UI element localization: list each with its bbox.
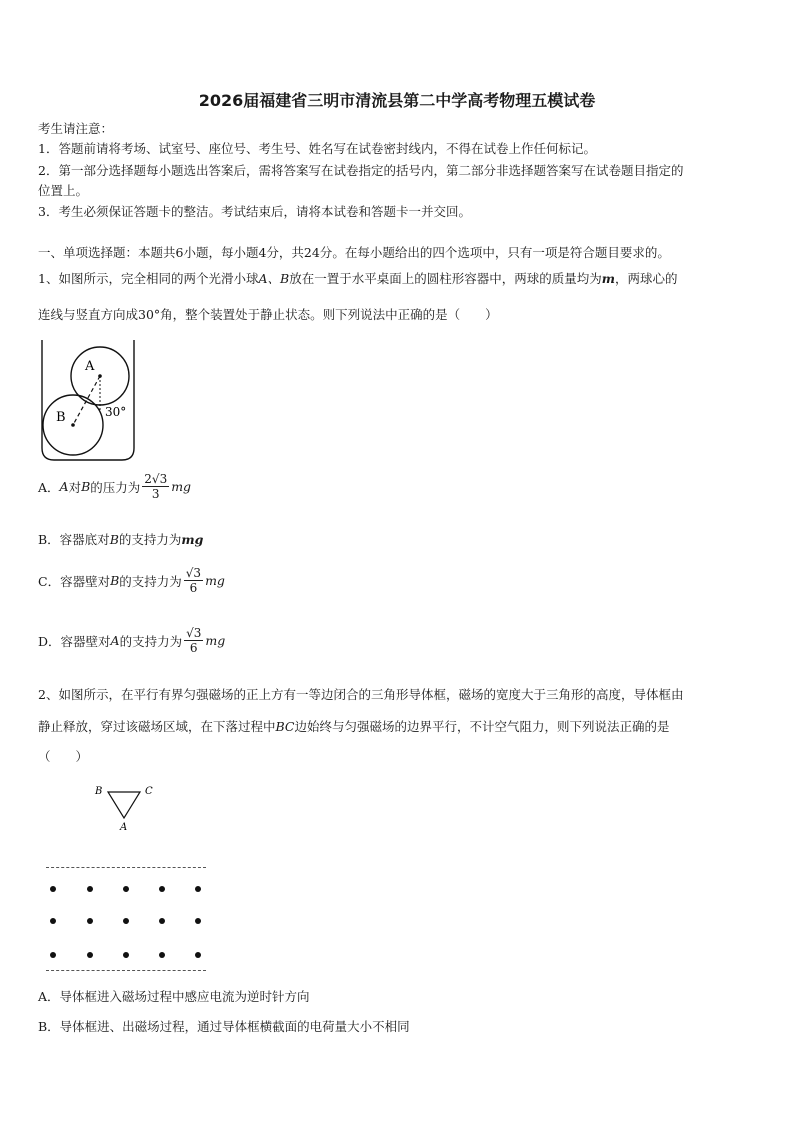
ball-b-label: B xyxy=(56,410,66,425)
vertex-a-label: A xyxy=(120,822,128,833)
q1-mass: m xyxy=(601,271,615,286)
fraction-denominator: 3 xyxy=(151,487,160,501)
q1-figure xyxy=(36,338,142,464)
notice-item-1: 1．答题前请将考场、试室号、座位号、考生号、姓名写在试卷密封线内，不得在试卷上作任何标记。 xyxy=(38,141,596,156)
notice-heading: 考生请注意： xyxy=(38,121,114,136)
q1-option-b[interactable] xyxy=(38,530,203,548)
q1-text: 角，整个装置处于静止状态。则下列说法中正确的是（ ） xyxy=(160,307,498,322)
option-var: B xyxy=(109,531,119,547)
q1-text: 1、如图所示，完全相同的两个光滑小球 xyxy=(38,271,259,286)
q2-stem-line3: （ ） xyxy=(38,749,89,764)
fraction-numerator: √3 xyxy=(185,566,202,580)
q2-option-b[interactable]: B．导体框进、出磁场过程，通过导体框横截面的电荷量大小不相同 xyxy=(38,1019,410,1034)
vertex-b-label: B xyxy=(95,786,103,797)
option-text: D．容器壁对 xyxy=(38,633,111,649)
field-bottom-boundary xyxy=(46,970,206,971)
option-var: mg xyxy=(171,479,192,494)
triangle-frame xyxy=(108,792,140,818)
fraction-denominator: 6 xyxy=(189,641,198,655)
q1-option-d[interactable] xyxy=(38,626,225,655)
option-text: 的支持力为 xyxy=(119,573,182,589)
option-var: B xyxy=(81,479,91,494)
option-var: mg xyxy=(205,573,225,588)
q1-balls: A、B xyxy=(258,271,290,286)
field-dot xyxy=(159,886,165,892)
option-var: A xyxy=(59,479,69,494)
option-text: 的支持力为 xyxy=(119,633,183,649)
center-b-dot xyxy=(71,423,75,427)
section-heading: 一、单项选择题：本题共6小题，每小题4分，共24分。在每小题给出的四个选项中，只有一项是符合题目要求的。 xyxy=(38,245,670,260)
q2-edge: BC xyxy=(275,719,295,734)
q2-stem-line1: 2、如图所示，在平行有界匀强磁场的正上方有一等边闭合的三角形导体框，磁场的宽度大于三角形的高度，导体框由 xyxy=(38,687,684,702)
center-line xyxy=(73,376,100,425)
center-a-dot xyxy=(98,374,102,378)
option-text: 对 xyxy=(68,479,82,495)
field-dot xyxy=(195,918,201,924)
q1-stem-line1 xyxy=(38,270,677,288)
q2-text: 静止释放，穿过该磁场区域，在下落过程中 xyxy=(38,719,276,734)
fraction-denominator: 6 xyxy=(189,581,198,595)
q1-text: 放在一置于水平桌面上的圆柱形容器中，两球的质量均为 xyxy=(289,271,602,286)
q1-text: ，两球心的 xyxy=(614,271,678,286)
angle-label: 30° xyxy=(105,405,127,419)
q1-option-a[interactable] xyxy=(38,472,191,501)
fraction-numerator: √3 xyxy=(186,626,202,640)
option-var: A xyxy=(110,633,120,648)
field-dot xyxy=(195,952,201,958)
field-dot xyxy=(159,918,165,924)
field-dot xyxy=(87,952,93,958)
vertex-c-label: C xyxy=(145,786,153,797)
fraction xyxy=(184,566,203,595)
field-dot xyxy=(87,886,93,892)
field-dot xyxy=(123,952,129,958)
fraction xyxy=(184,626,203,655)
q1-stem-line2 xyxy=(38,306,498,324)
field-dot xyxy=(50,952,56,958)
page-title: 2026届福建省三明市清流县第二中学高考物理五模试卷 xyxy=(198,91,596,110)
fraction-numerator: 2√3 xyxy=(144,472,168,486)
ball-a-label: A xyxy=(85,359,95,374)
notice-item-2-cont: 位置上。 xyxy=(38,183,89,198)
q1-option-c[interactable] xyxy=(38,566,225,595)
q1-text: 连线与竖直方向成 xyxy=(38,307,139,322)
option-text: 的支持力为 xyxy=(118,532,182,547)
q2-triangle-figure xyxy=(92,782,162,836)
option-text: B．容器底对 xyxy=(38,532,110,547)
notice-item-3: 3．考生必须保证答题卡的整洁。考试结束后，请将本试卷和答题卡一并交回。 xyxy=(38,204,471,219)
q1-angle: 30° xyxy=(138,307,161,322)
option-text: C．容器壁对 xyxy=(38,573,111,589)
option-label: A． xyxy=(38,479,60,495)
field-top-boundary xyxy=(46,867,206,868)
option-var: mg xyxy=(181,531,204,547)
field-dot xyxy=(195,886,201,892)
q2-text: 边始终与匀强磁场的边界平行，不计空气阻力，则下列说法正确的是 xyxy=(294,719,670,734)
field-dot xyxy=(159,952,165,958)
option-var: mg xyxy=(205,633,226,648)
field-dot xyxy=(50,886,56,892)
field-dot xyxy=(123,886,129,892)
field-dot xyxy=(50,918,56,924)
fraction xyxy=(142,472,169,501)
option-var: B xyxy=(110,573,120,588)
option-text: 的压力为 xyxy=(90,479,141,495)
field-dot xyxy=(123,918,129,924)
notice-item-2: 2．第一部分选择题每小题选出答案后，需将答案写在试卷指定的括号内，第二部分非选择题答案写在试卷题目指定的 xyxy=(38,163,684,178)
field-dot xyxy=(87,918,93,924)
q2-stem-line2 xyxy=(38,718,670,736)
q2-option-a[interactable]: A．导体框进入磁场过程中感应电流为逆时针方向 xyxy=(38,989,310,1004)
